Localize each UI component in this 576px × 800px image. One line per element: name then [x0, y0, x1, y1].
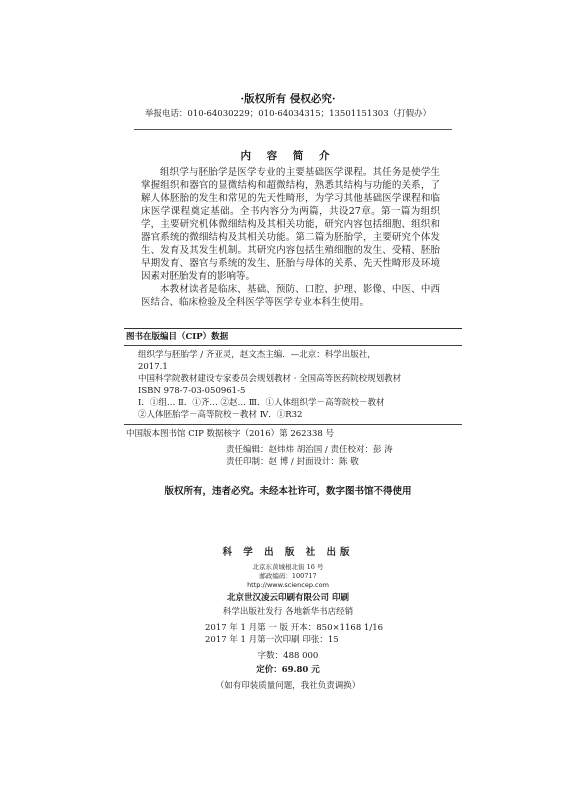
summary-paragraph-1: 组织学与胚胎学是医学专业的主要基础医学课程。其任务是使学生掌握组织和器官的显微结构和超微结构，熟悉其结构与功能的关系，了解人体胚胎的发生和常见的先天性畸形，为学习其他基础医学课程和临床医学课程奠定基础。全书内容分为两篇，共设27章。第一篇为组织学，主要研究机体微细结构及其相关功能，研究内容包括细胞、组织和器官系统的微细结构及其相关功能。第二篇为胚胎学，主要研究个体发生、发育及其发生机制。其研究内容包括生殖细胞的发生、受精、胚胎早期发育、器官与系统的发生、胚胎与母体的关系、先天性畸形及环境因素对胚胎发育的影响等。 — [141, 167, 440, 282]
cip-line: 中国科学院教材建设专家委员会规划教材 · 全国高等医药院校规划教材 — [138, 374, 402, 384]
copyright-notice: ·版权所有 侵权必究· — [240, 93, 336, 105]
cip-data-box — [124, 345, 462, 425]
cip-line: 2017.1 — [138, 362, 168, 372]
edition-line: 2017 年 1 月第 一 版 开本：850×1168 1/16 — [205, 623, 384, 633]
cip-line: ②人体胚胎学－高等院校－教材 Ⅳ．①R32 — [138, 410, 303, 420]
distributor: 科学出版社发行 各地新华书店经销 — [222, 607, 354, 617]
summary-title: 内 容 简 介 — [240, 150, 336, 162]
cip-line: ISBN 978-7-03-050961-5 — [138, 386, 246, 396]
summary-paragraph-2: 本教材读者是临床、基础、预防、口腔、护理、影像、中医、中西医结合、临床检验及全科医学等医学专业本科生使用。 — [141, 284, 440, 308]
summary-body — [141, 166, 440, 309]
cip-line: Ⅰ．①组… Ⅱ．①齐… ②赵… Ⅲ．①人体组织学－高等院校－教材 — [138, 398, 385, 408]
press-address: 北京东黄城根北街 16 号 — [252, 563, 324, 571]
cip-line: 组织学与胚胎学 / 齐亚灵，赵文杰主编．—北京：科学出版社， — [138, 350, 376, 360]
cip-block — [124, 328, 462, 440]
divider — [134, 129, 452, 130]
price: 定价：69.80 元 — [256, 665, 320, 675]
press-zip: 邮政编码：100717 — [259, 572, 317, 580]
cip-title: 图书在版编目（CIP）数据 — [126, 332, 229, 342]
report-hotline: 举报电话：010-64030229；010-64034315；13501151303（打假办） — [144, 109, 432, 119]
press-name: 科 学 出 版 社 出版 — [222, 547, 354, 558]
editor-line-1: 责任编辑：赵炜炜 胡治国 / 责任校对：彭 涛 — [226, 445, 393, 455]
printer: 北京世汉凌云印刷有限公司 印刷 — [227, 593, 349, 603]
publication-info — [205, 622, 383, 646]
rights-notice: 版权所有，违者必究。未经本社许可，数字图书馆不得使用 — [164, 486, 412, 497]
editors — [226, 444, 393, 468]
editor-line-2: 责任印制：赵 博 / 封面设计：陈 敬 — [226, 457, 359, 467]
cip-code: 中国版本图书馆 CIP 数据核字（2016）第 262338 号 — [126, 429, 334, 439]
quality-notice: （如有印装质量问题，我社负责调换） — [215, 681, 361, 691]
word-count: 字数：488 000 — [257, 651, 319, 661]
press-url: http://www.sciencep.com — [247, 581, 329, 589]
printing-line: 2017 年 1 月第一次印刷 印张：15 — [205, 635, 339, 645]
